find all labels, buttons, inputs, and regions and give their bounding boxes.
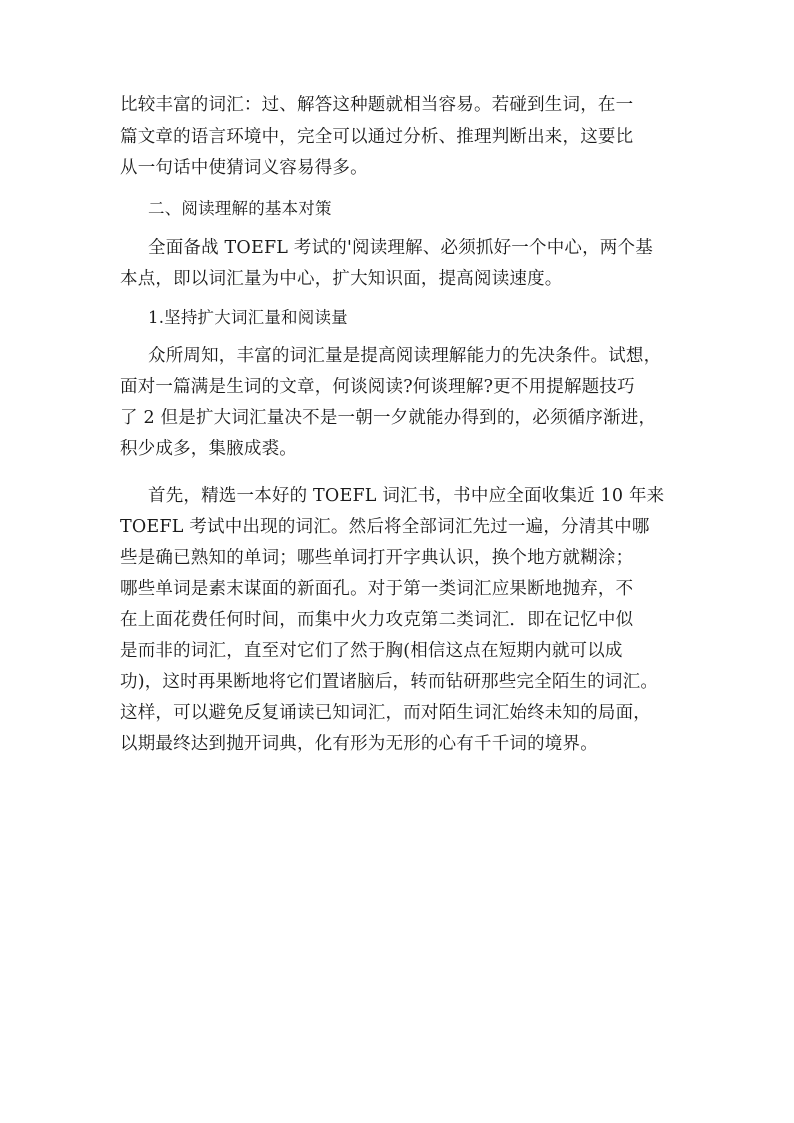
paragraph-4-line-1: 首先，精选一本好的 TOEFL 词汇书，书中应全面收集近 10 年来 — [148, 486, 665, 506]
paragraph-3-line-3: 了 2 但是扩大词汇量决不是一朝一夕就能办得到的，必须循序渐进， — [120, 408, 657, 428]
paragraph-4-line-4: 哪些单词是素末谋面的新面孔。对于第一类词汇应果断地抛弃，不 — [120, 579, 634, 599]
paragraph-4-line-2: TOEFL 考试中出现的词汇。然后将全部词汇先过一遍，分清其中哪 — [120, 517, 650, 537]
paragraph-3-line-1: 众所周知，丰富的词汇量是提高阅读理解能力的先决条件。试想， — [148, 346, 662, 366]
paragraph-4-line-7: 功)，这时再果断地将它们置诸脑后，转而钻研那些完全陌生的词汇。 — [120, 672, 659, 692]
paragraph-1-line-3: 从一句话中使猜词义容易得多。 — [120, 158, 368, 178]
paragraph-4-line-6: 是而非的词汇，直至对它们了然于胸(相信这点在短期内就可以成 — [120, 641, 623, 661]
paragraph-4-line-3: 些是确已熟知的单词；哪些单词打开字典认识，换个地方就糊涂； — [120, 548, 634, 568]
paragraph-2-line-1: 全面备战 TOEFL 考试的'阅读理解、必须抓好一个中心，两个基 — [148, 238, 653, 258]
paragraph-3-line-4: 积少成多，集腋成裘。 — [120, 439, 297, 459]
paragraph-1-line-1: 比较丰富的词汇：过、解答这种题就相当容易。若碰到生词，在一 — [120, 95, 634, 115]
paragraph-4-line-5: 在上面花费任何时间，而集中火力攻克第二类词汇．即在记忆中似 — [120, 610, 634, 630]
paragraph-4-line-9: 以期最终达到抛开词典，化有形为无形的心有千千词的境界。 — [120, 734, 598, 754]
paragraph-4-line-8: 这样，可以避免反复诵读已知词汇，而对陌生词汇始终未知的局面， — [120, 703, 651, 723]
paragraph-2-line-2: 本点，即以词汇量为中心，扩大知识面，提高阅读速度。 — [120, 269, 563, 289]
section-heading-2: 1.坚持扩大词汇量和阅读量 — [148, 308, 348, 327]
paragraph-3-line-2: 面对一篇满是生词的文章，何谈阅读?何谈理解?更不用提解题技巧 — [120, 377, 635, 397]
paragraph-1-line-2: 篇文章的语言环境中，完全可以通过分析、推理判断出来，这要比 — [120, 127, 634, 147]
section-heading-1: 二、阅读理解的基本对策 — [148, 199, 332, 218]
